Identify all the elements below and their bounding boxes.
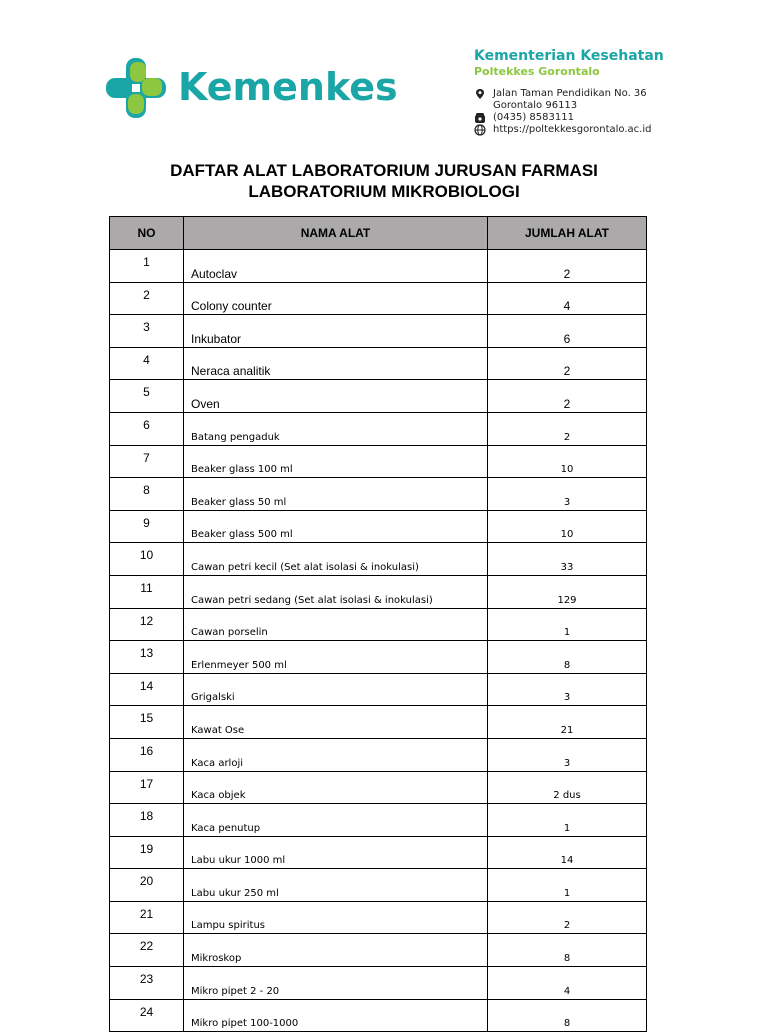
table-row xyxy=(110,641,647,674)
table-row xyxy=(110,608,647,641)
org-sub: Poltekkes Gorontalo xyxy=(474,65,600,78)
row-number: 2 xyxy=(110,282,184,315)
item-name: Grigalski xyxy=(184,673,488,706)
table-row xyxy=(110,869,647,902)
item-quantity: 10 xyxy=(488,510,647,543)
table-row xyxy=(110,999,647,1032)
item-name: Autoclav xyxy=(184,250,488,283)
item-name: Kaca arloji xyxy=(184,738,488,771)
item-name: Kaca penutup xyxy=(184,804,488,837)
row-number: 13 xyxy=(110,641,184,674)
item-name: Cawan porselin xyxy=(184,608,488,641)
org-name: Kementerian Kesehatan xyxy=(474,48,664,64)
equipment-table xyxy=(109,216,647,1032)
row-number: 12 xyxy=(110,608,184,641)
address-line-1 xyxy=(474,88,764,100)
item-name: Neraca analitik xyxy=(184,347,488,380)
row-number: 19 xyxy=(110,836,184,869)
item-name: Lampu spiritus xyxy=(184,901,488,934)
kemenkes-emblem-icon xyxy=(104,56,168,120)
item-quantity: 3 xyxy=(488,673,647,706)
title-line-2: LABORATORIUM MIKROBIOLOGI xyxy=(248,182,520,201)
row-number: 16 xyxy=(110,738,184,771)
row-number: 17 xyxy=(110,771,184,804)
item-quantity: 3 xyxy=(488,478,647,511)
item-name: Cawan petri sedang (Set alat isolasi & inokulasi) xyxy=(184,575,488,608)
item-name: Inkubator xyxy=(184,315,488,348)
item-quantity: 14 xyxy=(488,836,647,869)
header-no: NO xyxy=(110,217,184,250)
table-row xyxy=(110,967,647,1000)
row-number: 3 xyxy=(110,315,184,348)
item-quantity: 33 xyxy=(488,543,647,576)
org-info xyxy=(474,47,764,136)
item-quantity: 2 xyxy=(488,412,647,445)
table-row xyxy=(110,738,647,771)
logo-wordmark: Kemenkes xyxy=(178,65,398,109)
title-line-1: DAFTAR ALAT LABORATORIUM JURUSAN FARMASI xyxy=(170,161,598,180)
page-title xyxy=(0,160,768,202)
header-jumlah-alat: JUMLAH ALAT xyxy=(488,217,647,250)
item-quantity: 10 xyxy=(488,445,647,478)
table-row xyxy=(110,412,647,445)
table-row xyxy=(110,250,647,283)
item-name: Labu ukur 1000 ml xyxy=(184,836,488,869)
row-number: 15 xyxy=(110,706,184,739)
item-name: Kawat Ose xyxy=(184,706,488,739)
item-quantity: 2 xyxy=(488,347,647,380)
kemenkes-logo xyxy=(104,56,398,120)
item-quantity: 8 xyxy=(488,934,647,967)
table-row xyxy=(110,934,647,967)
row-number: 1 xyxy=(110,250,184,283)
address-text-1: Jalan Taman Pendidikan No. 36 xyxy=(493,88,647,99)
globe-icon xyxy=(474,124,488,136)
table-row xyxy=(110,510,647,543)
item-name: Beaker glass 100 ml xyxy=(184,445,488,478)
row-number: 10 xyxy=(110,543,184,576)
table-row xyxy=(110,575,647,608)
item-name: Batang pengaduk xyxy=(184,412,488,445)
item-quantity: 8 xyxy=(488,999,647,1032)
item-name: Mikroskop xyxy=(184,934,488,967)
table-row xyxy=(110,347,647,380)
row-number: 20 xyxy=(110,869,184,902)
item-quantity: 2 xyxy=(488,380,647,413)
item-name: Oven xyxy=(184,380,488,413)
table-row xyxy=(110,901,647,934)
item-name: Erlenmeyer 500 ml xyxy=(184,641,488,674)
phone-text: (0435) 8583111 xyxy=(493,112,574,123)
item-quantity: 4 xyxy=(488,967,647,1000)
table-row xyxy=(110,771,647,804)
row-number: 4 xyxy=(110,347,184,380)
item-quantity: 2 xyxy=(488,250,647,283)
item-name: Mikro pipet 2 - 20 xyxy=(184,967,488,1000)
item-quantity: 1 xyxy=(488,608,647,641)
address-line-2 xyxy=(474,100,764,112)
table-row xyxy=(110,282,647,315)
table-row xyxy=(110,673,647,706)
table-row xyxy=(110,445,647,478)
row-number: 6 xyxy=(110,412,184,445)
item-name: Colony counter xyxy=(184,282,488,315)
table-row xyxy=(110,804,647,837)
row-number: 9 xyxy=(110,510,184,543)
row-number: 14 xyxy=(110,673,184,706)
table-row xyxy=(110,836,647,869)
row-number: 8 xyxy=(110,478,184,511)
row-number: 22 xyxy=(110,934,184,967)
item-quantity: 1 xyxy=(488,869,647,902)
item-name: Mikro pipet 100-1000 xyxy=(184,999,488,1032)
item-quantity: 129 xyxy=(488,575,647,608)
table-row xyxy=(110,543,647,576)
table-header-row xyxy=(110,217,647,250)
website-link[interactable]: https://poltekkesgorontalo.ac.id xyxy=(493,124,652,135)
row-number: 21 xyxy=(110,901,184,934)
item-name: Beaker glass 500 ml xyxy=(184,510,488,543)
table-row xyxy=(110,478,647,511)
row-number: 7 xyxy=(110,445,184,478)
item-quantity: 2 xyxy=(488,901,647,934)
item-name: Labu ukur 250 ml xyxy=(184,869,488,902)
item-quantity: 21 xyxy=(488,706,647,739)
phone-icon xyxy=(474,112,488,124)
item-quantity: 1 xyxy=(488,804,647,837)
phone-line xyxy=(474,112,764,124)
item-quantity: 8 xyxy=(488,641,647,674)
row-number: 5 xyxy=(110,380,184,413)
item-quantity: 3 xyxy=(488,738,647,771)
item-quantity: 2 dus xyxy=(488,771,647,804)
table-row xyxy=(110,315,647,348)
website-line[interactable] xyxy=(474,124,764,136)
item-name: Beaker glass 50 ml xyxy=(184,478,488,511)
item-quantity: 6 xyxy=(488,315,647,348)
row-number: 11 xyxy=(110,575,184,608)
item-quantity: 4 xyxy=(488,282,647,315)
row-number: 18 xyxy=(110,804,184,837)
location-pin-icon xyxy=(474,88,488,100)
header-nama-alat: NAMA ALAT xyxy=(184,217,488,250)
row-number: 23 xyxy=(110,967,184,1000)
table-row xyxy=(110,706,647,739)
address-text-2: Gorontalo 96113 xyxy=(493,100,578,111)
item-name: Cawan petri kecil (Set alat isolasi & inokulasi) xyxy=(184,543,488,576)
row-number: 24 xyxy=(110,999,184,1032)
item-name: Kaca objek xyxy=(184,771,488,804)
table-row xyxy=(110,380,647,413)
table-body xyxy=(110,250,647,1032)
